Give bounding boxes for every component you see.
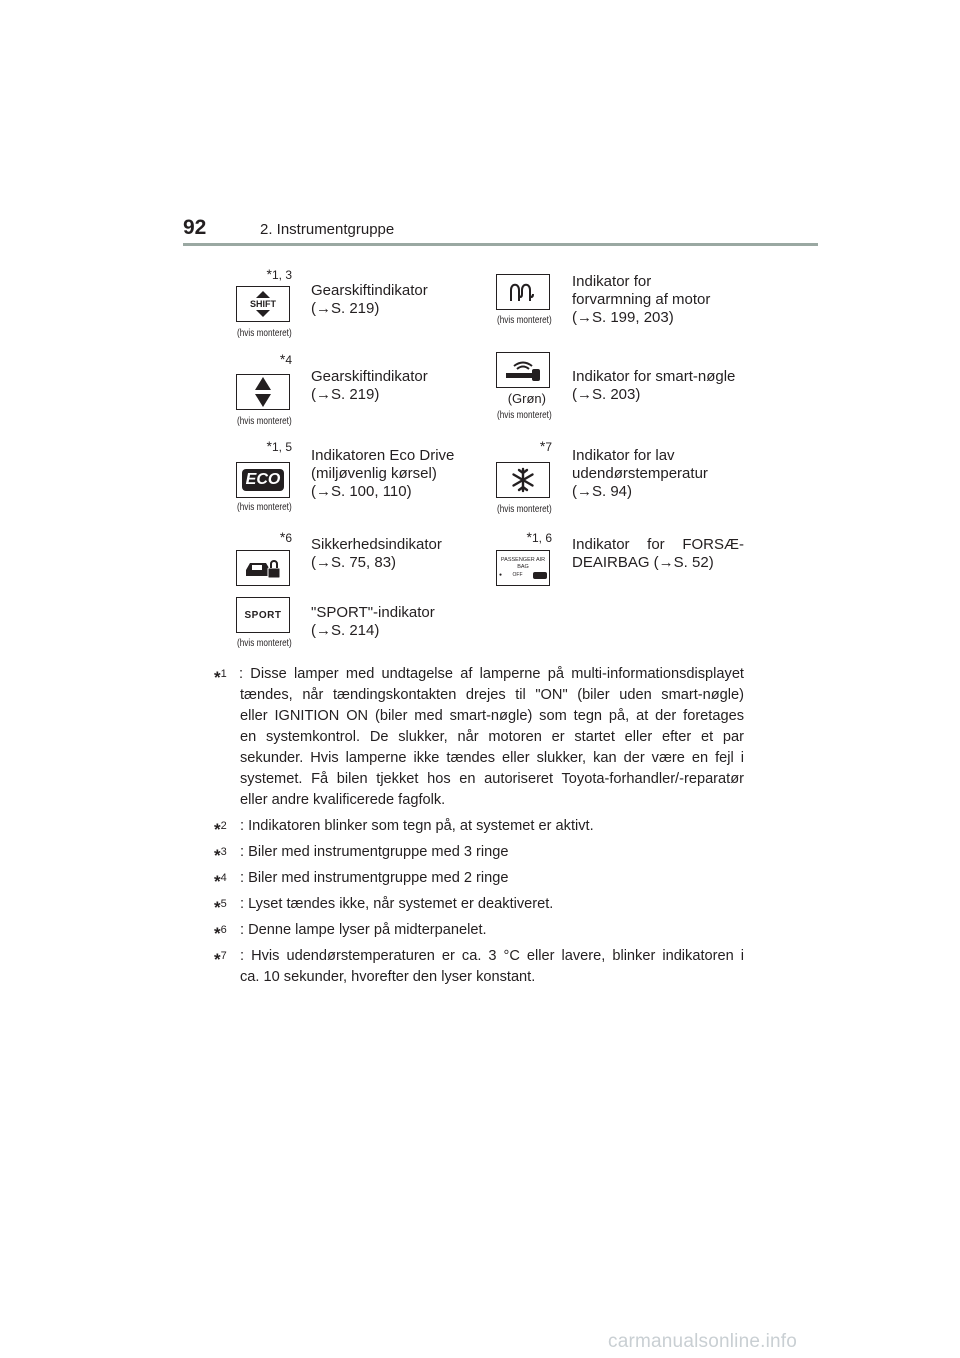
sport-icon: SPORT: [236, 597, 290, 633]
footnote-6: *$^6$ : Denne lampe lyser på midterpanelet.: [214, 922, 487, 943]
header-rule: [183, 243, 818, 246]
footnote-ref: *1, 6: [526, 529, 552, 545]
indicator-description: Gearskiftindikator (→S. 219): [311, 368, 428, 403]
eco-icon: ECO: [236, 462, 290, 498]
section-title: 2. Instrumentgruppe: [260, 221, 395, 238]
footnote-ref: *1, 5: [266, 438, 292, 454]
page-number: 92: [183, 216, 207, 239]
mounted-note: (hvis monteret): [237, 416, 292, 427]
mounted-note: (hvis monteret): [237, 638, 292, 649]
footnote-ref: *6: [279, 529, 292, 545]
indicator-description: Indikatoren Eco Drive (miljøvenlig kørsel) (→S. 100, 110): [311, 447, 455, 500]
indicator-description: "SPORT"-indikator (→S. 214): [311, 604, 435, 639]
mounted-note: (hvis monteret): [237, 502, 292, 513]
footnote-4: *$^4$ : Biler med instrumentgruppe med 2 ringe: [214, 870, 509, 891]
footnote-ref: *4: [279, 351, 292, 367]
footnote-1: *$^1$ : Disse lamper med undtagelse af lamperne på multi-informationsdisplayet tændes, når tændingskontakten drejes til "ON" (biler uden smart-nøgle) eller IGNITION ON (biler med smart-nøgle) som tegn på, at der foretages en systemkontrol. De slukker, når motoren er startet eller efter et par sekunder. Hvis lamperne ikke tændes eller slukker, kan der være en fejl i systemet. Få bilen tjekket hos en autoriseret Toyota-forhandler/-reparatør eller andre kvalificerede fagfolk.: [214, 666, 744, 808]
mounted-note: (hvis monteret): [237, 328, 292, 339]
indicator-description: Indikator for FORSÆ- DEAIRBAG (→S. 52): [572, 536, 744, 571]
indicator-icon-cell: [202, 531, 292, 591]
footnote-2: *$^2$ : Indikatoren blinker som tegn på, at systemet er aktivt.: [214, 818, 594, 839]
footnote-7: *$^7$ : Hvis udendørstemperaturen er ca. 3 °C eller lavere, blinker indikatoren i ca. 10 sekunder, hvorefter den lyser konstant.: [214, 948, 744, 985]
passenger-airbag-icon: PASSENGER AIR BAG ● OFF: [496, 550, 550, 586]
smart-key-icon: [496, 352, 550, 388]
gear-shift-arrows-icon: [236, 374, 290, 410]
indicator-icon-cell: [462, 350, 552, 428]
indicator-description: Gearskiftindikator (→S. 219): [311, 282, 428, 317]
security-lock-icon: [236, 550, 290, 586]
indicator-icon-cell: [202, 597, 292, 655]
footnote-5: *$^5$ : Lyset tændes ikke, når systemet er deaktiveret.: [214, 896, 554, 917]
watermark: carmanualsonline.info: [608, 1331, 798, 1352]
indicator-icon-cell: [462, 268, 552, 333]
shift-indicator-icon: SHIFT: [236, 286, 290, 322]
color-note: (Grøn): [507, 391, 546, 406]
indicator-icon-cell: [462, 440, 552, 517]
indicator-description: Indikator for forvarmning af motor (→S. 199, 203): [572, 273, 711, 326]
indicator-icon-cell: [202, 353, 292, 431]
indicator-icon-cell: [202, 440, 292, 517]
snowflake-icon: [496, 462, 550, 498]
mounted-note: (hvis monteret): [497, 410, 552, 421]
indicator-description: Sikkerhedsindikator (→S. 75, 83): [311, 536, 442, 571]
footnote-3: *$^3$ : Biler med instrumentgruppe med 3 ringe: [214, 844, 509, 865]
footnote-ref: *1, 3: [266, 266, 292, 282]
footnotes: [214, 664, 744, 993]
indicator-icon-cell: [462, 531, 552, 591]
mounted-note: (hvis monteret): [497, 315, 552, 326]
indicator-description: Indikator for smart-nøgle (→S. 203): [572, 368, 736, 403]
indicator-description: Indikator for lav udendørstemperatur (→S. 94): [572, 447, 708, 500]
mounted-note: (hvis monteret): [497, 504, 552, 515]
engine-preheat-icon: [496, 274, 550, 310]
footnote-ref: *7: [539, 438, 552, 454]
indicator-icon-cell: [202, 268, 292, 343]
